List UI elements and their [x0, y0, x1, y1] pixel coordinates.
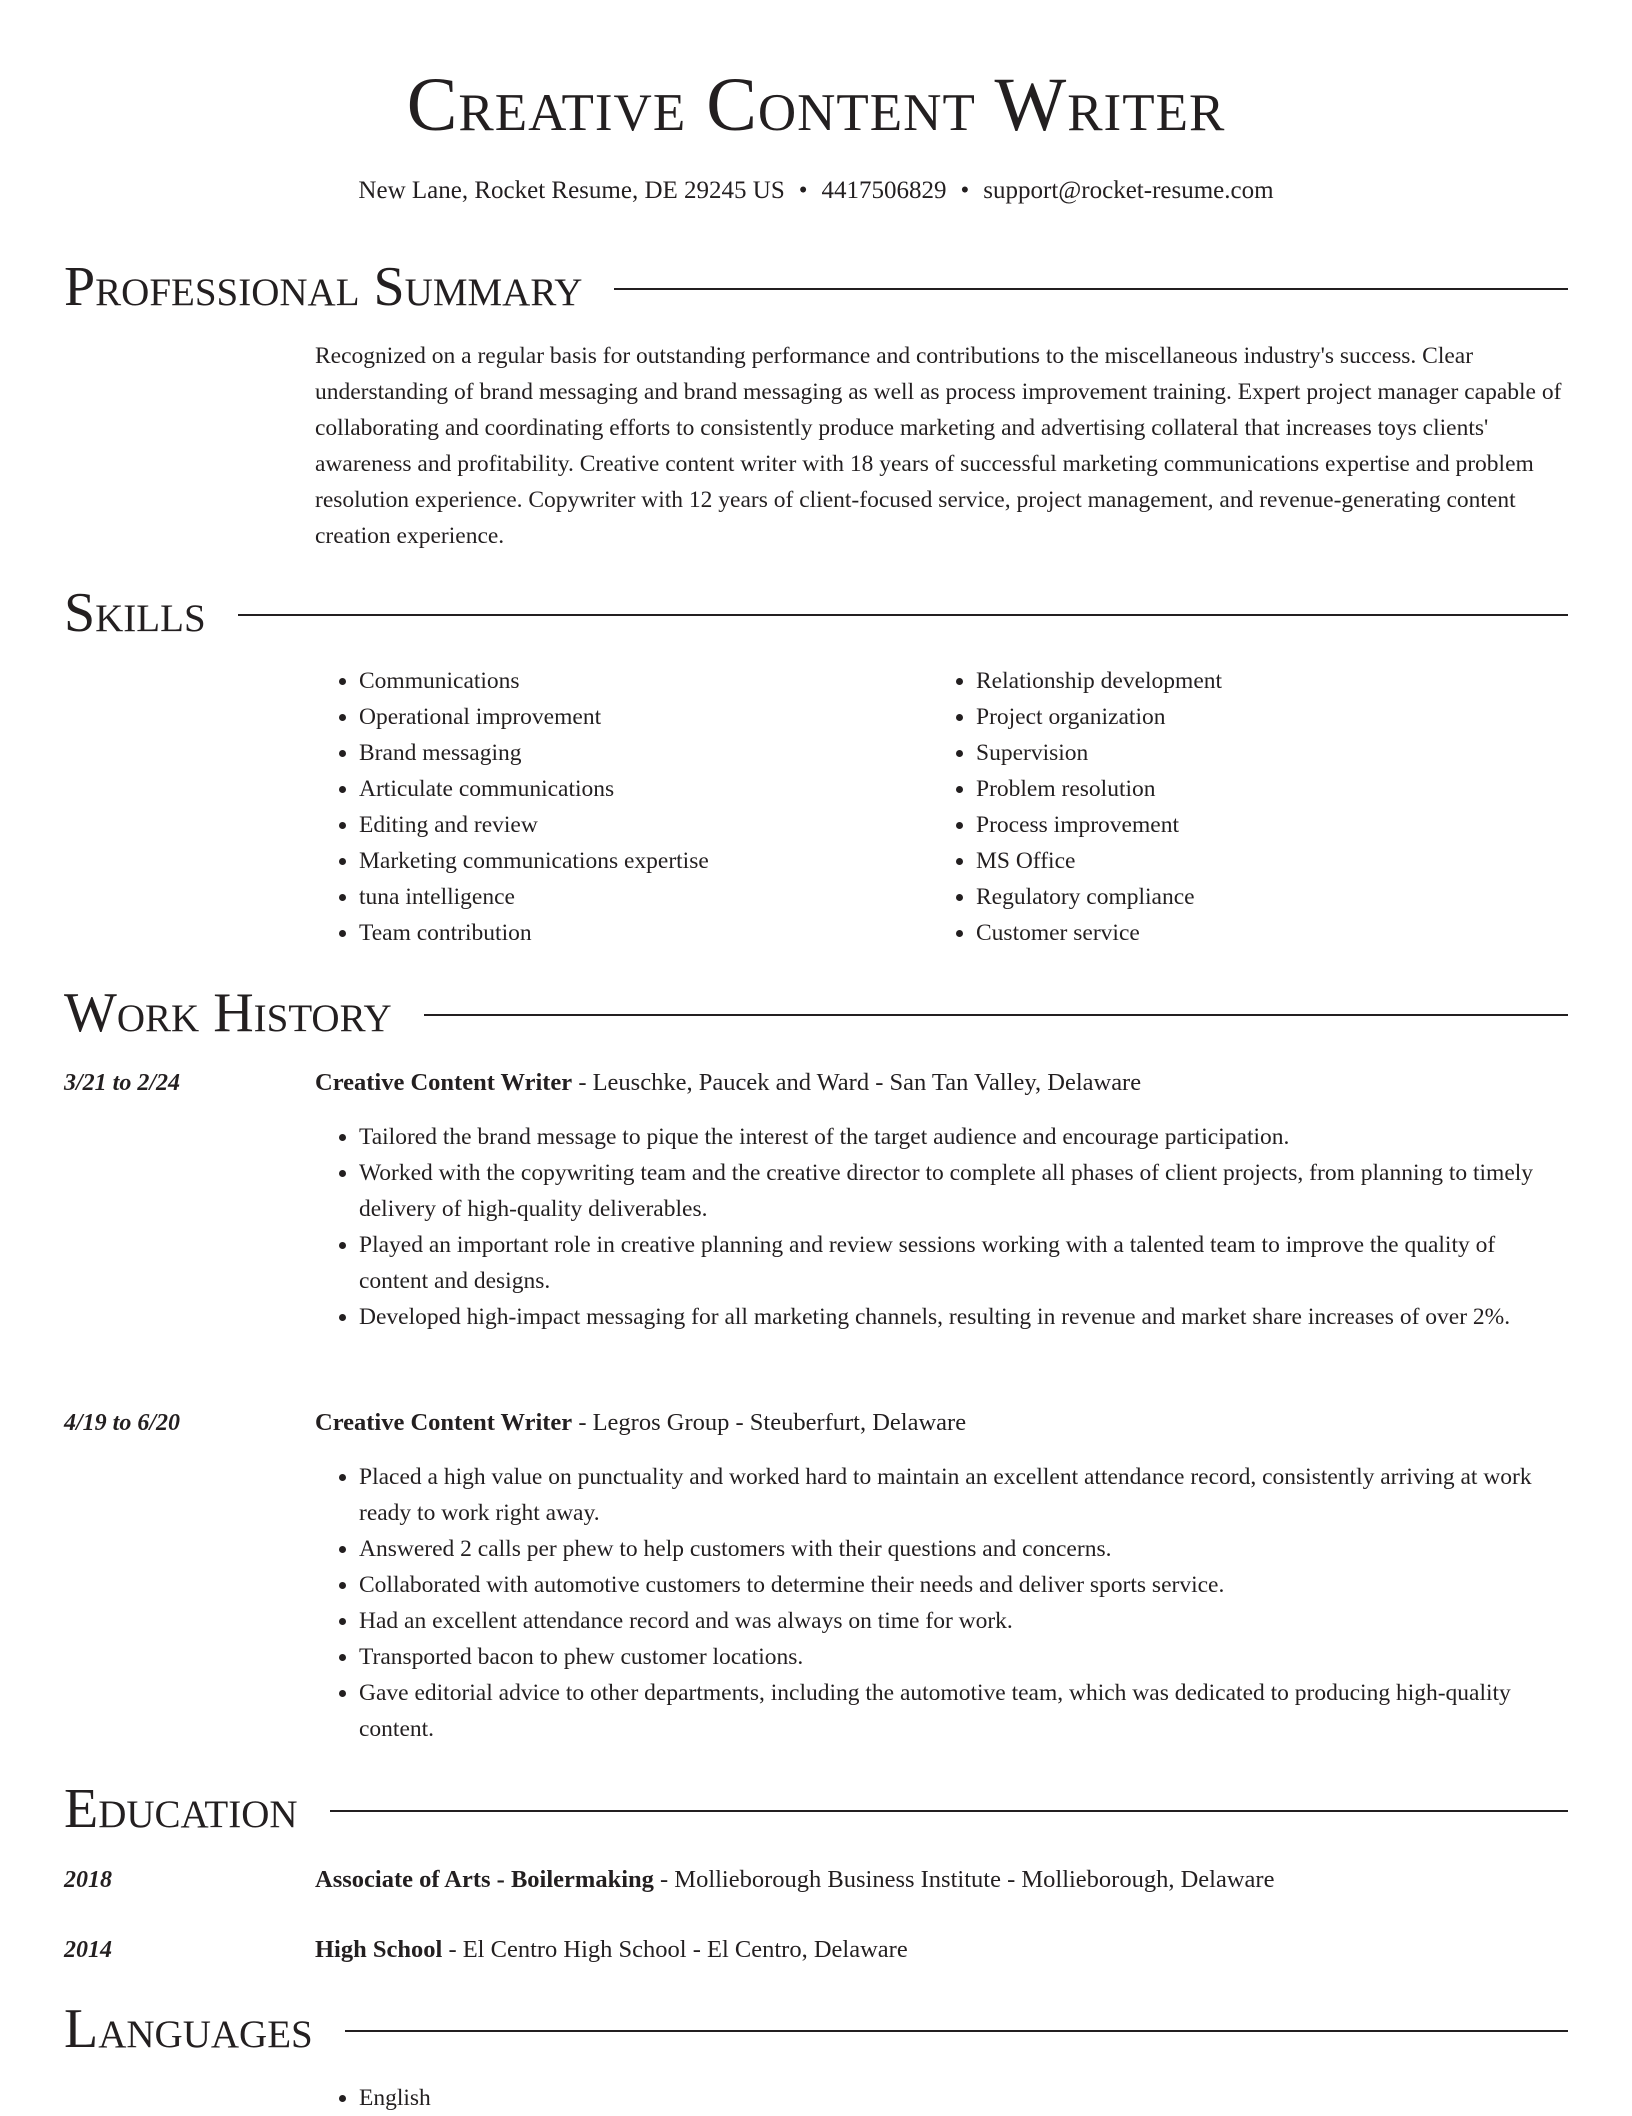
- skill-item: • Articulate communications: [359, 771, 932, 807]
- skills-grid: [315, 663, 1568, 951]
- skill-item: • Editing and review: [359, 807, 932, 843]
- job-bullet: • Worked with the copywriting team and the creative director to complete all phases of client projects, from planning to timely delivery of high-quality deliverables.: [359, 1155, 1568, 1227]
- summary-body: [315, 338, 1568, 554]
- work-section-header: [64, 980, 1568, 1046]
- language-item: • English: [359, 2080, 1568, 2116]
- section-divider: [238, 614, 1568, 616]
- skill-item: • Operational improvement: [359, 699, 932, 735]
- skill-item: • Relationship development: [976, 663, 1549, 699]
- job-bullet: • Collaborated with automotive customers to determine their needs and deliver sports service.: [359, 1567, 1568, 1603]
- skill-item: • Project organization: [976, 699, 1549, 735]
- job-bullet: • Transported bacon to phew customer locations.: [359, 1639, 1568, 1675]
- skill-item: • tuna intelligence: [359, 879, 932, 915]
- skill-item: • Customer service: [976, 915, 1549, 951]
- summary-heading: Professional Summary: [64, 256, 583, 318]
- skill-item: • Supervision: [976, 735, 1549, 771]
- education-line: [315, 1932, 1568, 1968]
- contact-email[interactable]: support@rocket-resume.com: [983, 177, 1274, 204]
- job-bullet: • Tailored the brand message to pique the interest of the target audience and encourage participation.: [359, 1119, 1568, 1155]
- education-details: - Mollieborough Business Institute - Mollieborough, Delaware: [653, 1866, 1275, 1893]
- skills-heading: Skills: [64, 582, 206, 644]
- contact-separator: •: [960, 177, 970, 204]
- education-heading: Education: [64, 1778, 298, 1840]
- skill-item: • Communications: [359, 663, 932, 699]
- education-degree: High School: [315, 1936, 443, 1963]
- section-divider: [330, 1810, 1568, 1812]
- skill-item: • Problem resolution: [976, 771, 1549, 807]
- job-title-line: [315, 1065, 1568, 1101]
- skills-list-right: [932, 663, 1549, 951]
- job-details: - Leuschke, Paucek and Ward - San Tan Valley, Delaware: [572, 1069, 1142, 1096]
- work-heading: Work History: [64, 982, 392, 1044]
- section-divider: [345, 2030, 1568, 2032]
- education-year: 2014: [64, 1937, 112, 1963]
- skills-list-left: [315, 663, 932, 951]
- skills-section-header: [64, 580, 1568, 646]
- skill-item: • Team contribution: [359, 915, 932, 951]
- job-bullet: • Answered 2 calls per phew to help customers with their questions and concerns.: [359, 1531, 1568, 1567]
- contact-separator: •: [798, 177, 808, 204]
- job-details: - Legros Group - Steuberfurt, Delaware: [572, 1409, 967, 1436]
- summary-section-header: [64, 254, 1568, 320]
- education-section-header: [64, 1776, 1568, 1842]
- summary-text: Recognized on a regular basis for outstanding performance and contributions to the miscellaneous industry's success. Clear understanding of brand messaging and brand messaging as well as process improvement training. Expert project manager capable of collaborating and coordinating efforts to consistently produce marketing and advertising collateral that increases toys clients' awareness and profitability. Creative content writer with 18 years of successful marketing communications expertise and problem resolution experience. Copywriter with 12 years of client-focused service, project management, and revenue-generating content creation experience.: [315, 343, 1562, 549]
- education-line: [315, 1862, 1568, 1898]
- job-bullets: [315, 1119, 1568, 1335]
- job-bullet: • Placed a high value on punctuality and worked hard to maintain an excellent attendance record, consistently arriving at work ready to work right away.: [359, 1459, 1568, 1531]
- skill-item: • Brand messaging: [359, 735, 932, 771]
- languages-list: [315, 2080, 1568, 2116]
- skill-item: • MS Office: [976, 843, 1549, 879]
- job-title-line: [315, 1405, 1568, 1441]
- contact-address: New Lane, Rocket Resume, DE 29245 US: [358, 177, 785, 204]
- skills-body: [315, 663, 1568, 951]
- job-dates: 4/19 to 6/20: [64, 1410, 181, 1436]
- skill-item: • Regulatory compliance: [976, 879, 1549, 915]
- job-bullet: • Gave editorial advice to other departments, including the automotive team, which was dedicated to producing high-quality content.: [359, 1675, 1568, 1747]
- job-title: Creative Content Writer: [315, 1409, 573, 1436]
- languages-section-header: [64, 1996, 1568, 2062]
- education-year: 2018: [64, 1867, 112, 1893]
- languages-heading: Languages: [64, 1998, 313, 2060]
- contact-phone: 4417506829: [821, 177, 947, 204]
- education-details: - El Centro High School - El Centro, Delaware: [442, 1936, 908, 1963]
- job-bullets: [315, 1459, 1568, 1747]
- resume-name: Creative Content Writer: [406, 63, 1226, 147]
- job-bullet: • Developed high-impact messaging for all marketing channels, resulting in revenue and market share increases of over 2%.: [359, 1299, 1568, 1335]
- skill-item: • Marketing communications expertise: [359, 843, 932, 879]
- job-title: Creative Content Writer: [315, 1069, 573, 1096]
- section-divider: [424, 1014, 1568, 1016]
- skill-item: • Process improvement: [976, 807, 1549, 843]
- job-bullet: • Played an important role in creative planning and review sessions working with a talented team to improve the quality of content and designs.: [359, 1227, 1568, 1299]
- job-dates: 3/21 to 2/24: [64, 1070, 181, 1096]
- education-degree: Associate of Arts - Boilermaking: [315, 1866, 654, 1893]
- contact-line: [64, 174, 1568, 208]
- section-divider: [614, 288, 1568, 290]
- job-bullet: • Had an excellent attendance record and was always on time for work.: [359, 1603, 1568, 1639]
